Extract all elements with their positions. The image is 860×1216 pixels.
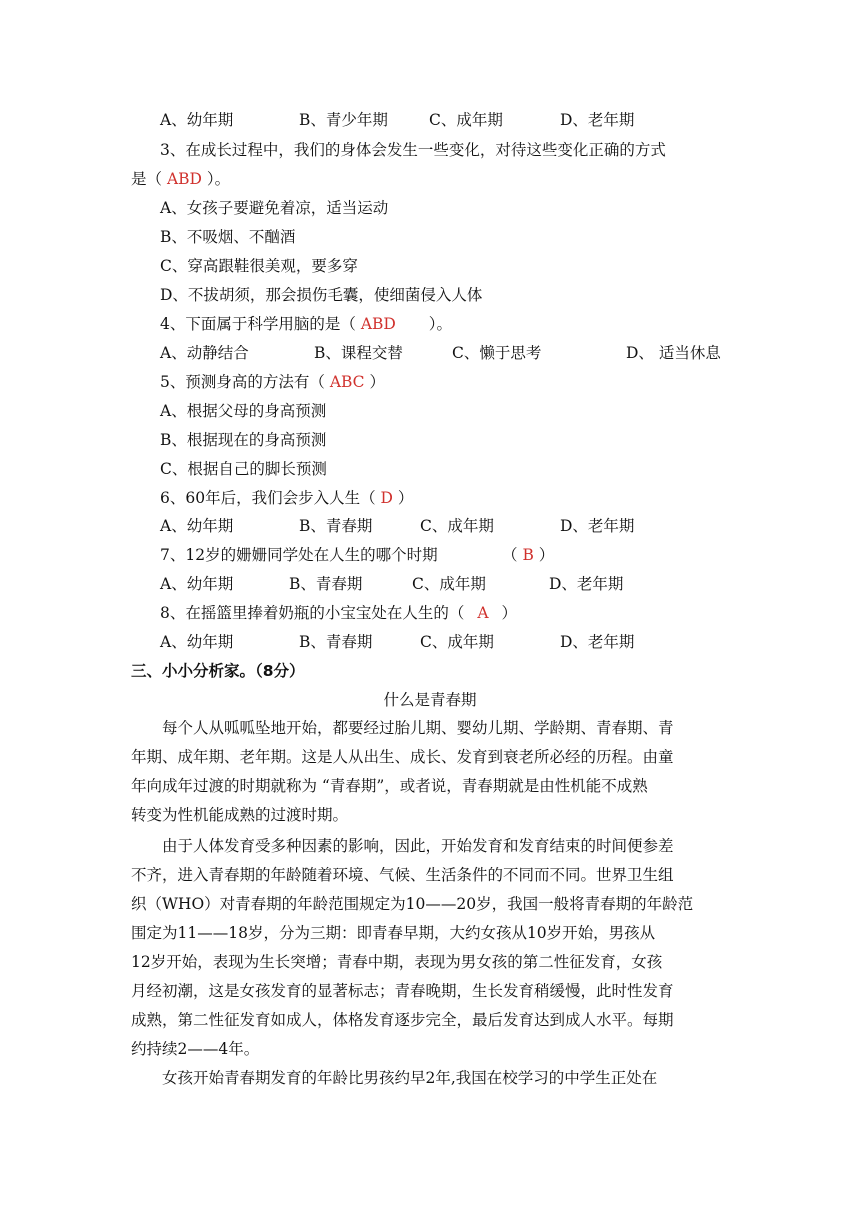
q2-option-d: D、老年期 [560, 111, 635, 129]
q6-option-a: A、幼年期 [160, 517, 234, 535]
article-title: 什么是青春期 [383, 691, 477, 709]
p1-line: 年向成年过渡的时期就称为 “青春期”，或者说，青春期就是由性机能不成熟 [131, 777, 648, 795]
q7-options [0, 570, 860, 599]
q3-answer: ABD [166, 170, 202, 188]
q6-option-c: C、成年期 [420, 517, 494, 535]
q5-stem-pre: 5、预测身高的方法有（ [160, 373, 325, 391]
q5-stem [0, 368, 860, 397]
q6-options [0, 512, 860, 541]
q7-option-d: D、老年期 [549, 575, 624, 593]
q4-option-a: A、动静结合 [160, 344, 249, 362]
q6-option-d: D、老年期 [560, 517, 635, 535]
p1-line: 转变为性机能成熟的过渡时期。 [131, 806, 349, 824]
q7-stem [0, 541, 860, 570]
q3-stem-b-pre: 是（ [131, 170, 163, 188]
q3-stem-line1 [0, 136, 860, 165]
q7-option-b: B、青春期 [289, 575, 363, 593]
p2-line: 月经初潮，这是女孩发育的显著标志；青春晚期，生长发育稍缓慢，此时性发育 [131, 982, 674, 1000]
q4-option-c: C、懒于思考 [452, 344, 542, 362]
q6-answer: D [380, 489, 393, 507]
q3-option-d: D、不拔胡须，那会损伤毛囊，使细菌侵入人体 [160, 286, 483, 304]
q8-option-a: A、幼年期 [160, 633, 234, 651]
q6-option-b: B、青春期 [299, 517, 373, 535]
q4-options [0, 339, 860, 368]
q7-paren-open: （ [502, 546, 518, 564]
q3-stem-b-post: ）。 [206, 170, 231, 188]
p2-line: 成熟，第二性征发育如成人，体格发育逐步完全，最后发育达到成人水平。每期 [131, 1011, 674, 1029]
p2-line: 织（WHO）对青春期的年龄范围规定为10——20岁，我国一般将青春期的年龄范 [131, 895, 694, 913]
q8-options [0, 628, 860, 657]
section3-heading: 三、小小分析家。（8分） [131, 662, 305, 680]
q8-answer: A [477, 604, 489, 622]
p2-line: 12岁开始，表现为生长突增；青春中期，表现为男女孩的第二性征发育，女孩 [131, 953, 663, 971]
q5-option-c: C、根据自己的脚长预测 [160, 460, 327, 478]
q2-option-c: C、成年期 [429, 111, 503, 129]
q2-options [0, 106, 860, 135]
q3-option-c: C、穿高跟鞋很美观，要多穿 [160, 257, 358, 275]
q3-option-a: A、女孩子要避免着凉，适当运动 [160, 199, 389, 217]
q7-stem-post: ） [538, 546, 555, 564]
q8-option-b: B、青春期 [299, 633, 373, 651]
q2-option-b: B、青少年期 [299, 111, 388, 129]
q6-stem-post: ） [397, 489, 414, 507]
q8-stem-post: ） [501, 604, 517, 622]
q4-option-d: D、 适当休息 [626, 344, 721, 362]
p1-line: 每个人从呱呱坠地开始，都要经过胎儿期、婴幼儿期、学龄期、青春期、青 [162, 719, 674, 737]
q2-option-a: A、幼年期 [160, 111, 234, 129]
q5-option-b: B、根据现在的身高预测 [160, 431, 327, 449]
q7-option-c: C、成年期 [412, 575, 486, 593]
q8-stem [0, 599, 860, 628]
q8-stem-pre: 8、在摇篮里捧着奶瓶的小宝宝处在人生的（ [160, 604, 465, 622]
q8-option-d: D、老年期 [560, 633, 635, 651]
p2-line: 围定为11——18岁，分为三期：即青春早期，大约女孩从10岁开始，男孩从 [131, 924, 656, 942]
q5-answer: ABC [329, 373, 365, 391]
q4-stem-post: ）。 [428, 315, 453, 333]
q6-stem-pre: 6、60年后，我们会步入人生（ [160, 489, 376, 507]
p3-line: 女孩开始青春期发育的年龄比男孩约早2年,我国在校学习的中学生正处在 [162, 1069, 658, 1087]
q5-option-a: A、根据父母的身高预测 [160, 402, 327, 420]
q4-answer: ABD [360, 315, 396, 333]
p2-line: 不齐，进入青春期的年龄随着环境、气候、生活条件的不同而不同。世界卫生组 [131, 866, 674, 884]
q4-option-b: B、课程交替 [314, 344, 403, 362]
q5-stem-post: ） [369, 373, 385, 391]
q3-stem-line2 [0, 165, 860, 194]
q8-option-c: C、成年期 [420, 633, 494, 651]
q7-stem-pre: 7、12岁的姗姗同学处在人生的哪个时期 [160, 546, 438, 564]
q7-option-a: A、幼年期 [160, 575, 234, 593]
q4-stem [0, 310, 860, 339]
q3-stem-a: 3、在成长过程中，我们的身体会发生一些变化，对待这些变化正确的方式 [160, 141, 666, 159]
q3-option-b: B、不吸烟、不酗酒 [160, 228, 296, 246]
q4-stem-pre: 4、下面属于科学用脑的是（ [160, 315, 356, 333]
q7-answer: B [522, 546, 534, 564]
p2-line: 由于人体发育受多种因素的影响，因此，开始发育和发育结束的时间便参差 [162, 837, 674, 855]
p1-line: 年期、成年期、老年期。这是人从出生、成长、发育到衰老所必经的历程。由童 [131, 748, 674, 766]
q6-stem [0, 484, 860, 513]
p2-line: 约持续2——4年。 [131, 1040, 260, 1058]
